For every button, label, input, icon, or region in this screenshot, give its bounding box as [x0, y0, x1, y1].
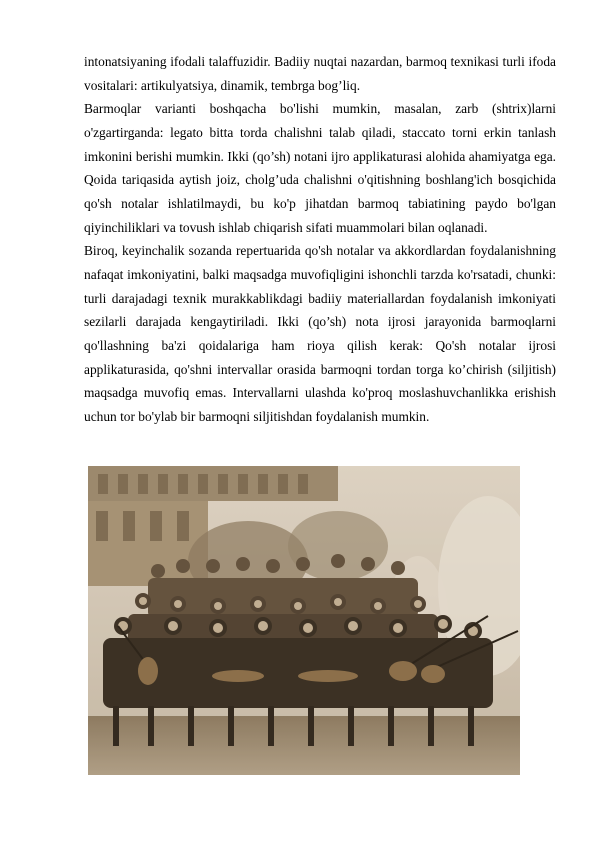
paragraph-2: Barmoqlar varianti boshqacha bo'lishi mumkin, masalan, zarb (shtrix)larni o'zgartirganda: legato bitta torda chalishni talab qiladi, staccato torni erkin tanlash imkonini berishi mumkin. Ikki (qo’sh) notani ijro applikaturasi alohida ahamiyatga ega. Qoida tariqasida aytish joiz, cholg’uda chalishni o'qitishning boshlang'ich bosqichida qo'sh notalar ishlatilmaydi, bu ko'p jihatdan barmoq tabiatining paydo bo'lgan qiyinchiliklari va tovush ishlab chiqarish sifati muammolari bilan oqlanadi.	[84, 101, 556, 235]
group-photo-image	[88, 466, 520, 775]
text-body	[84, 50, 556, 429]
group-photo	[88, 466, 520, 775]
paragraph-1: intonatsiyaning ifodali talaffuzidir. Badiiy nuqtai nazardan, barmoq texnikasi turli ifoda vositalari: artikulyatsiya, dinamik, tembrga bog’liq.	[84, 54, 556, 93]
paragraph-3: Biroq, keyinchalik sozanda repertuarida qo'sh notalar va akkordlardan foydalanishning nafaqat imkoniyatini, balki maqsadga muvofiqligini ishonchli tarzda ko'rsatadi, chunki: turli darajadagi texnik murakkablikdagi badiiy materiallardan foydalanish imkoniyati sezilarli darajada kengaytiriladi. Ikki (qo’sh) nota ijrosi jarayonida barmoqlarni qo'llashning ba'zi qoidalariga ham rioya qilish kerak: Qo'sh notalar ijrosi applikaturasida, qo'shni intervallar orasida barmoqni tordan torga ko’chirish (siljitish) maqsadga muvofiq emas. Intervallarni ulashda ko'proq moslashuvchanlikka erishish uchun tor bo'ylab bir barmoqni siljitishdan foydalanish mumkin.	[84, 243, 556, 424]
